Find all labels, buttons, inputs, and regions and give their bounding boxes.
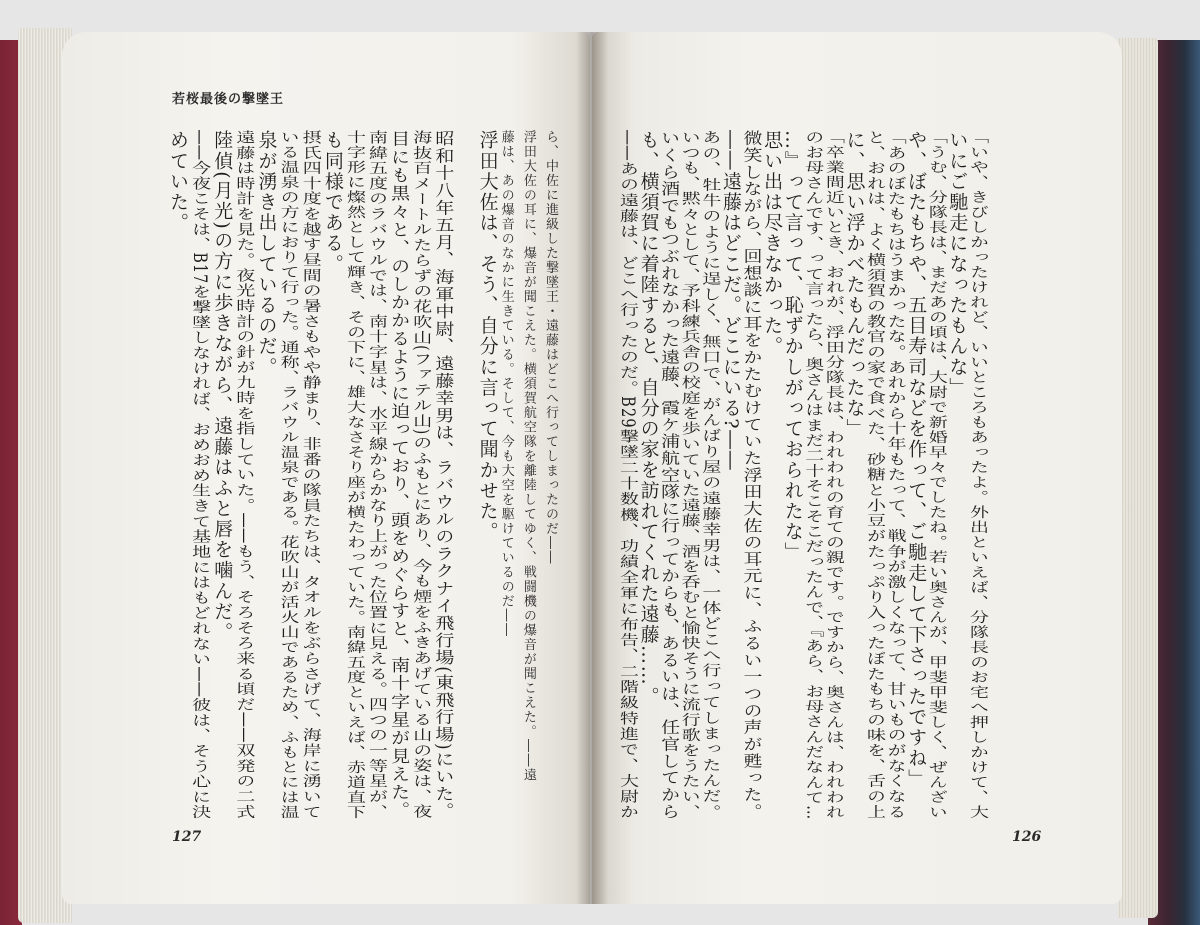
text-column: も、横須賀に着陸すると、自分の家を訪れてくれた遠藤……。 bbox=[637, 130, 660, 707]
page-number-left: 127 bbox=[172, 829, 202, 845]
text-column: 南緯五度のラバウルでは、南十字星は、水平線からかなり上がった位置に見える。四つの一等星が、 bbox=[366, 130, 389, 820]
text-column: 昭和十八年五月、海軍中尉、遠藤幸男は、ラバウルのラクナイ飛行場(東飛行場)にいた。 bbox=[432, 130, 455, 821]
text-column: ――あの遠藤は、どこへ行ったのだ。B29撃墜二十数機、功績全軍に布告、二階級特進で、大尉か bbox=[617, 130, 639, 821]
text-column: 「いや、きびしかったけれど、いいところもあったよ。外出といえば、分隊長のお宅へ押しかけて、大 bbox=[967, 130, 989, 820]
book-gutter bbox=[576, 32, 608, 904]
text-column: も同様である。 bbox=[321, 130, 344, 275]
text-column: 海抜百メートルたらずの花吹山(ファテル山)のふもとにあり、今も煙をふきあげている山の姿は、夜 bbox=[410, 130, 433, 820]
text-column: 摂氏四十度を越す昼間の暑さもやや静まり、非番の隊員たちは、タオルをぶらさげて、海岸に湧いて bbox=[299, 130, 322, 820]
text-column: …』って言って、恥ずかしがっておられたな」 bbox=[781, 130, 804, 563]
text-column: いつも、黙々として、予科練兵舎の校庭を歩いていた遠藤、酒を呑むと愉快そうに流行歌をうたい、 bbox=[678, 130, 701, 820]
text-column: 「卒業間近いとき、おれが、浮田分隊長は、われわれの育ての親です。ですから、奥さんは、われわれ bbox=[822, 130, 845, 820]
text-column: や、ぼたもちや、五目寿司などを作って、ご馳走して下さったですね」 bbox=[905, 130, 928, 790]
text-column: 遠藤は時計を見た。夜光時計の針が九時を指していた。――もう、そろそろ来る頃だ――双発の二式 bbox=[233, 130, 256, 820]
text-column: ら、中佐に進級した撃墜王・遠藤はどこへ行ってしまったのだ―― bbox=[543, 130, 558, 565]
text-column: いくら酒でもつぶれなかった遠藤、霞ケ浦航空隊に行ってからも、あるいは、任官してから bbox=[658, 130, 681, 821]
text-column: いる温泉の方におりて行った。通称、ラバウル温泉である。花吹山が活火山であるため、ふもとには温 bbox=[277, 130, 300, 820]
text-column: と、おれは、よく横須賀の教官の家で食べた、砂糖と小豆がたっぷり入ったぼたもちの味を、舌の上 bbox=[864, 130, 887, 820]
text-column: あの、牡牛のように逞しく、無口で、がんばり屋の遠藤幸男は、一体どこへ行ってしまったんだ。 bbox=[699, 130, 722, 820]
text-column: 微笑しながら、回想談に耳をかたむけていた浮田大佐の耳元に、ふるい一つの声が甦った。 bbox=[740, 130, 763, 821]
text-column: 十字形に燦然として輝き、その下に、雄大なさそり座が横たわっていた。南緯五度といえば、赤道直下 bbox=[343, 130, 366, 820]
text-column: のお母さんです、って言ったら、奥さんはまだ二十そこそこだったんで、『あら、お母さんだなんて… bbox=[802, 130, 825, 821]
text-column: 浮田大佐の耳に、爆音が聞こえた。横須賀航空隊を離陸してゆく、戦闘機の爆音が聞こえた。――遠 bbox=[520, 130, 536, 783]
text-column: ――今夜こそは、B17を撃墜しなければ、おめおめ生きて基地にはもどれない――彼は、そう心に決 bbox=[189, 130, 212, 821]
page-edges-right bbox=[1118, 38, 1158, 918]
text-column: 「うむ、分隊長は、まだあの頃は、大尉で新婚早々でしたね。若い奥さんが、甲斐甲斐しく、ぜんざい bbox=[925, 130, 948, 820]
text-column: 「あのぼたもちはうまかったな。あれから十年もたって、戦争が激しくなって、甘いものがなくなる bbox=[884, 130, 907, 820]
text-column: 目にも黒々と、のしかかるように迫っており、頭をめぐらすと、南十字星が見えた。 bbox=[388, 130, 411, 820]
text-column: いにご馳走になったもんな」 bbox=[946, 130, 969, 398]
text-column: めていた。 bbox=[167, 130, 189, 233]
page-number-right: 126 bbox=[1012, 829, 1042, 845]
text-column: に、思い浮かべたもんだったな」 bbox=[843, 130, 866, 439]
text-column: ――遠藤はどこだ。どこにいる?―― bbox=[719, 130, 742, 472]
text-column: 藤は、あの爆音のなかに生きている。そして、今も大空を駆けているのだ―― bbox=[498, 130, 514, 638]
text-column: 思い出は尽きなかった。 bbox=[761, 130, 784, 357]
text-column: 浮田大佐は、そう、自分に言って聞かせた。 bbox=[476, 130, 499, 542]
text-column: 泉が湧き出しているのだ。 bbox=[255, 130, 278, 378]
text-column: 陸偵(月光)の方に歩きながら、遠藤はふと唇を噛んだ。 bbox=[211, 130, 234, 643]
running-head: 若桜最後の撃墜王 bbox=[172, 92, 285, 107]
